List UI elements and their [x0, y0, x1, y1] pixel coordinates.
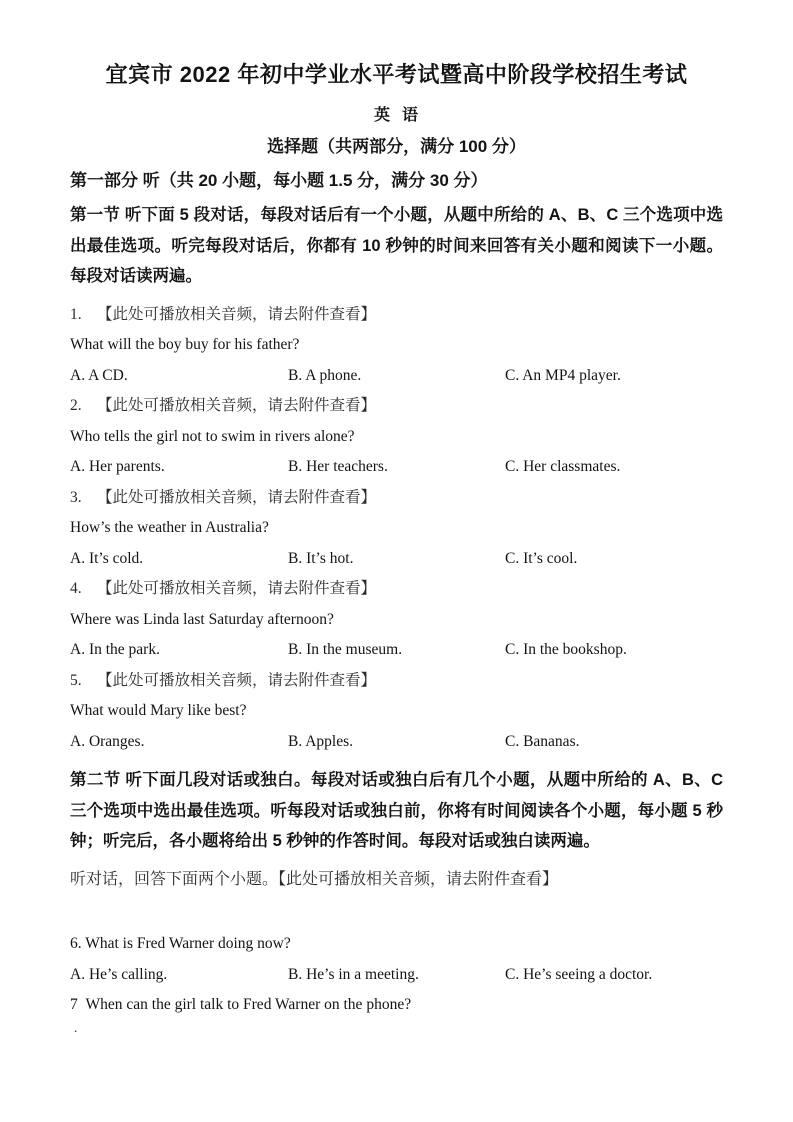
audio-placeholder: 【此处可播放相关音频，请去附件查看】 — [97, 671, 377, 689]
option-b: B. It’s hot. — [288, 549, 354, 567]
option-b: B. Her teachers. — [288, 458, 388, 475]
question-4-audio-line — [70, 574, 723, 605]
question-1-text: What will the boy buy for his father? — [70, 336, 300, 353]
subject-title: 英 语 — [374, 107, 419, 124]
question-6-text: 6. What is Fred Warner doing now? — [70, 935, 291, 952]
paper-title: 宜宾市 2022 年初中学业水平考试暨高中阶段学校招生考试 — [105, 62, 688, 87]
question-5-options — [70, 727, 723, 758]
question-number: 3. — [70, 488, 82, 506]
question-6-options — [70, 960, 723, 991]
question-3-text: How’s the weather in Australia? — [70, 519, 269, 536]
question-block-5 — [70, 666, 723, 758]
question-1-audio-line — [70, 300, 723, 331]
question-number: 2. — [70, 397, 82, 414]
question-4-text: Where was Linda last Saturday afternoon? — [70, 610, 334, 628]
audio-placeholder: 【此处可播放相关音频，请去附件查看】 — [97, 580, 377, 597]
question-5-text: What would Mary like best? — [70, 702, 247, 719]
question-2-audio-line — [70, 391, 723, 422]
question-block-4 — [70, 574, 723, 666]
audio-placeholder: 【此处可播放相关音频，请去附件查看】 — [97, 397, 377, 414]
option-c: C. It’s cool. — [505, 549, 578, 567]
question-number: 1. — [70, 305, 82, 323]
dialog-note: 听对话，回答下面两个小题。【此处可播放相关音频，请去附件查看】 — [70, 870, 559, 888]
option-c: C. Her classmates. — [505, 458, 621, 475]
option-c: C. He’s seeing a doctor. — [505, 965, 653, 983]
question-2-text: Who tells the girl not to swim in rivers alone? — [70, 427, 355, 445]
option-a: A. He’s calling. — [70, 965, 168, 983]
question-3-audio-line — [70, 483, 723, 514]
question-4-options — [70, 635, 723, 666]
option-a: A. Oranges. — [70, 732, 145, 750]
option-b: B. A phone. — [288, 366, 362, 384]
option-b: B. Apples. — [288, 732, 354, 750]
option-c: C. An MP4 player. — [505, 366, 621, 384]
part1-header: 第一部分 听（共 20 小题，每小题 1.5 分，满分 30 分） — [70, 171, 488, 190]
option-a: A. A CD. — [70, 366, 128, 384]
option-c: C. Bananas. — [505, 732, 580, 750]
question-1-options — [70, 361, 723, 392]
question-number: 4. — [70, 580, 82, 597]
choice-section-header: 选择题（共两部分，满分 100 分） — [267, 137, 526, 156]
stray-period-mark: . — [74, 1019, 78, 1035]
audio-placeholder: 【此处可播放相关音频，请去附件查看】 — [97, 488, 377, 506]
question-block-2 — [70, 391, 723, 483]
question-number: 5. — [70, 671, 82, 689]
audio-placeholder: 【此处可播放相关音频，请去附件查看】 — [97, 305, 377, 323]
option-a: A. Her parents. — [70, 458, 165, 475]
option-a: A. In the park. — [70, 641, 160, 658]
question-block-1 — [70, 300, 723, 392]
section2-intro: 第二节 听下面几段对话或独白。每段对话或独白后有几个小题，从题中所给的 A、B、C 三个选项中选出最佳选项。听每段对话或独白前，你将有时间阅读各个小题，每小题 5 秒钟；听完后，各小题将给出 5 秒钟的作答时间。每段对话或独白读两遍。 — [70, 771, 723, 850]
option-b: B. In the museum. — [288, 641, 403, 658]
option-b: B. He’s in a meeting. — [288, 965, 419, 983]
question-3-options — [70, 544, 723, 575]
question-block-3 — [70, 483, 723, 575]
question-7-text: 7 When can the girl talk to Fred Warner on the phone? — [70, 996, 412, 1013]
question-2-options — [70, 452, 723, 483]
option-c: C. In the bookshop. — [505, 641, 627, 658]
question-5-audio-line — [70, 666, 723, 697]
option-a: A. It’s cold. — [70, 549, 144, 567]
question-block-6 — [70, 929, 723, 990]
section1-intro: 第一节 听下面 5 段对话，每段对话后有一个小题，从题中所给的 A、B、C 三个选项中选出最佳选项。听完每段对话后，你都有 10 秒钟的时间来回答有关小题和阅读下一小题。每段对话读两遍。 — [70, 206, 723, 285]
